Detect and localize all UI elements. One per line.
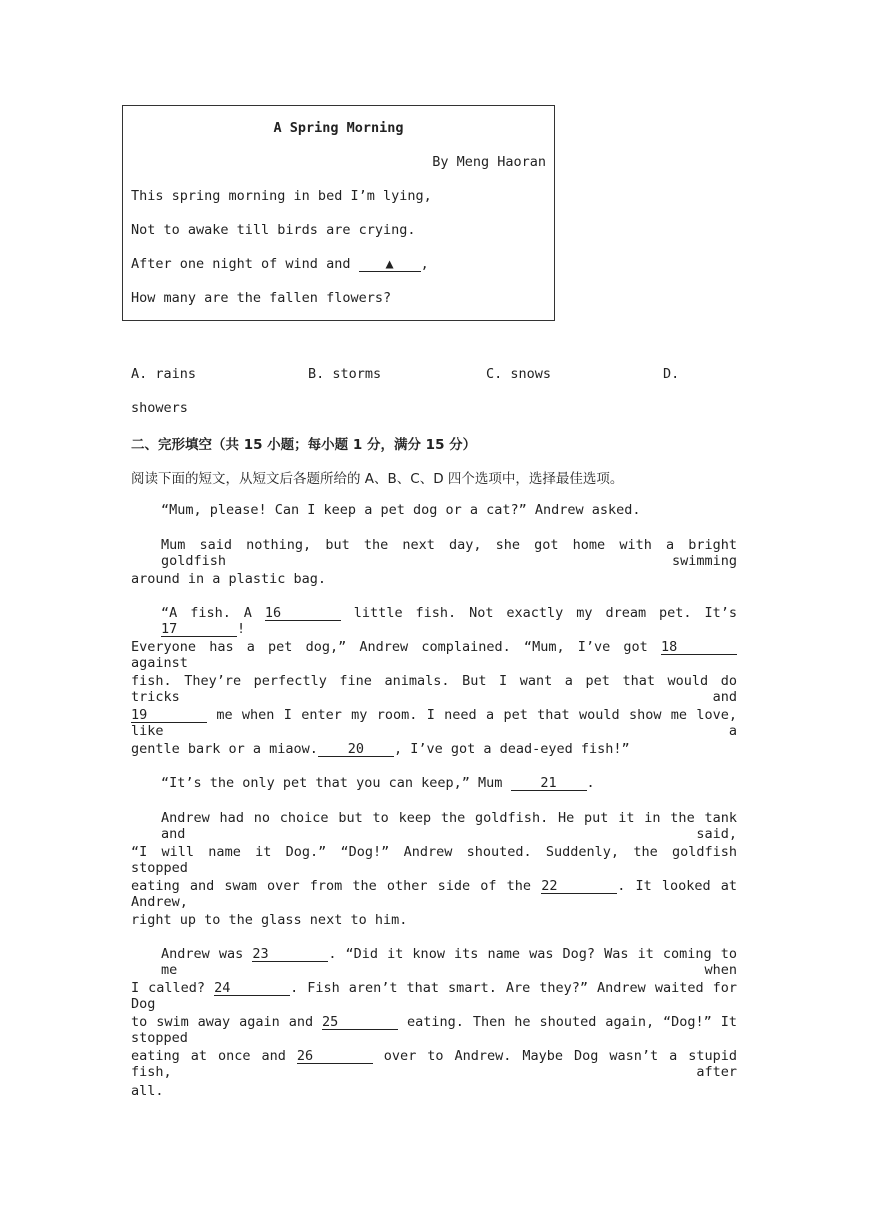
passage-line: Mum said nothing, but the next day, she got home with a bright goldfish swimming — [161, 537, 737, 569]
passage-text: “A fish. A — [161, 605, 265, 621]
passage-text: , I’ve got a dead-eyed fish!” — [393, 741, 630, 757]
passage-text: “It’s the only pet that you can keep,” Mum — [161, 775, 511, 791]
passage-text: Everyone has a pet dog,” Andrew complained. “Mum, I’ve got — [131, 639, 661, 655]
passage-line: right up to the glass next to him. — [131, 912, 408, 928]
passage-line — [131, 878, 737, 910]
poem-line-3 — [131, 256, 429, 272]
option-d-continued: showers — [131, 400, 188, 416]
passage-text: eating. Then he shouted again, “Dog!” It stopped — [131, 1014, 737, 1046]
blank-25[interactable]: 25 — [322, 1015, 398, 1030]
passage-line — [131, 707, 737, 739]
passage-line — [131, 775, 767, 791]
passage-text: ! — [237, 621, 246, 637]
passage-line — [131, 605, 737, 637]
option-c: C. snows — [486, 366, 552, 382]
passage-line: “Mum, please! Can I keep a pet dog or a cat?” Andrew asked. — [161, 502, 641, 518]
passage-text: me when I enter my room. I need a pet that would show me love, like a — [131, 707, 737, 739]
passage-text: . It looked at Andrew, — [131, 878, 737, 910]
section-heading: 二、完形填空（共 15 小题；每小题 1 分，满分 15 分） — [131, 437, 477, 453]
passage-text: . — [586, 775, 595, 791]
poem-title: A Spring Morning — [273, 120, 404, 136]
passage-line — [131, 1048, 737, 1080]
passage-line: fish. They’re perfectly fine animals. But I want a pet that would do tricks and — [131, 673, 737, 705]
blank-19[interactable]: 19 — [131, 708, 207, 723]
passage-text: little fish. Not exactly my dream pet. It’s — [340, 605, 738, 621]
passage-text: gentle bark or a miaow. — [131, 741, 318, 757]
poem-line-3-start: After one night of wind and — [131, 256, 359, 272]
poem-author: By Meng Haoran — [432, 154, 546, 170]
passage-line — [131, 946, 737, 978]
blank-18[interactable]: 18 — [661, 640, 737, 655]
blank-16[interactable]: 16 — [265, 606, 341, 621]
poem-line-2: Not to awake till birds are crying. — [131, 222, 416, 238]
poem-line-1: This spring morning in bed I’m lying, — [131, 188, 432, 204]
passage-line: all. — [131, 1083, 164, 1099]
poem-line-3-end: , — [420, 256, 429, 272]
passage-line: “I will name it Dog.” “Dog!” Andrew shouted. Suddenly, the goldfish stopped — [131, 844, 737, 876]
passage-line — [131, 1014, 737, 1046]
passage-text: Andrew was — [161, 946, 253, 962]
blank-20[interactable]: 20 — [318, 742, 394, 757]
poem-blank-triangle-icon: ▲ — [359, 257, 421, 272]
option-d: D. — [663, 366, 680, 382]
blank-26[interactable]: 26 — [297, 1049, 373, 1064]
passage-text: to swim away again and — [131, 1014, 323, 1030]
blank-23[interactable]: 23 — [252, 947, 328, 962]
passage-text: . Fish aren’t that smart. Are they?” Andrew waited for Dog — [131, 980, 737, 1012]
section-instruction: 阅读下面的短文，从短文后各题所给的 A、B、C、D 四个选项中，选择最佳选项。 — [131, 471, 624, 487]
passage-line — [131, 639, 737, 671]
passage-line — [131, 980, 737, 1012]
poem-line-4: How many are the fallen flowers? — [131, 290, 392, 306]
blank-17[interactable]: 17 — [161, 622, 237, 637]
passage-text: I called? — [131, 980, 215, 996]
passage-line: Andrew had no choice but to keep the goldfish. He put it in the tank and said, — [161, 810, 737, 842]
passage-text: over to Andrew. Maybe Dog wasn’t a stupid fish, after — [131, 1048, 737, 1080]
poem-box — [122, 105, 555, 321]
passage-text: . “Did it know its name was Dog? Was it coming to me when — [161, 946, 738, 978]
option-b: B. storms — [308, 366, 382, 382]
passage-line: around in a plastic bag. — [131, 571, 327, 587]
passage-text: against — [131, 655, 188, 671]
blank-21[interactable]: 21 — [511, 776, 587, 791]
blank-24[interactable]: 24 — [214, 981, 290, 996]
passage-line — [131, 741, 737, 757]
passage-text: eating and swam over from the other side of the — [131, 878, 542, 894]
blank-22[interactable]: 22 — [541, 879, 617, 894]
option-a: A. rains — [131, 366, 197, 382]
passage-text: eating at once and — [131, 1048, 297, 1064]
